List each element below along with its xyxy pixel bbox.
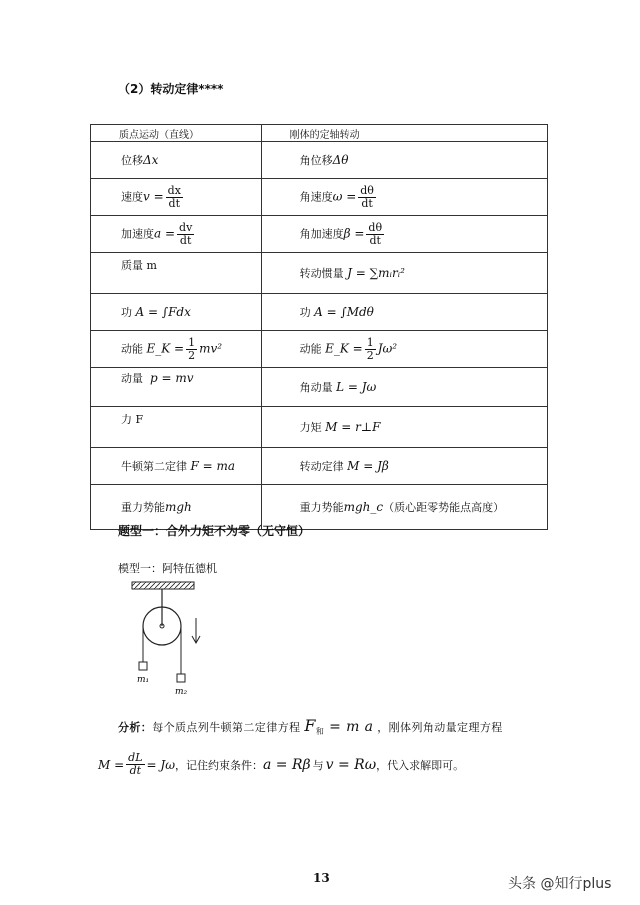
table-row xyxy=(91,294,548,331)
cell-formula: F = ma xyxy=(190,459,236,473)
analysis-text-2-tail: ，代入求解即可。 xyxy=(376,758,465,772)
section-heading: （2）转动定律**** xyxy=(118,82,224,96)
cell-label: 重力势能 xyxy=(121,501,165,514)
cell-label: 力矩 xyxy=(299,421,322,434)
mass-1-block xyxy=(139,662,147,670)
cell-label: 功 xyxy=(121,306,132,319)
mass-2-label: m₂ xyxy=(175,687,188,697)
analysis-eq-ma: = m a xyxy=(324,719,374,735)
table-row xyxy=(91,216,548,253)
table-row xyxy=(91,407,548,448)
cell-formula-tail: Jω² xyxy=(377,341,398,355)
cell-formula-tail: mv² xyxy=(199,341,223,355)
cell-formula: mgh xyxy=(165,500,192,514)
fraction: $\frac{1}{2}$ xyxy=(366,335,374,362)
cell-formula: p = mv xyxy=(150,371,194,385)
cell-label: 牛顿第二定律 xyxy=(121,460,187,473)
cell-formula: M = r⊥F xyxy=(325,420,381,434)
and-word: 与 xyxy=(312,758,324,772)
cell-formula: A = ∫Mdθ xyxy=(314,305,374,319)
cell-label: 转动定律 xyxy=(299,460,344,473)
mass-2-block xyxy=(177,674,185,682)
fraction: $\frac{d\theta}{dt}$ xyxy=(368,220,383,247)
cell-label: 加速度 xyxy=(121,227,154,240)
constraint-1: a = Rβ xyxy=(262,756,311,773)
page-number: 13 xyxy=(313,871,330,885)
cell-label: 速度 xyxy=(121,190,143,203)
watermark: 头条 @知行plus xyxy=(508,876,612,892)
problem-heading: 题型一：合外力矩不为零（无守恒） xyxy=(118,524,311,538)
cell-formula: mgh_c xyxy=(343,500,384,514)
cell-formula: M = Jβ xyxy=(347,459,389,473)
cell-label: 动能 xyxy=(121,342,143,355)
cell-label: 力 F xyxy=(121,413,144,426)
ceiling-support xyxy=(132,582,194,589)
cell-formula: v = xyxy=(143,189,164,203)
table-header-right: 刚体的定轴转动 xyxy=(261,125,547,142)
table-row xyxy=(91,142,548,179)
cell-label: 角位移 xyxy=(299,154,333,167)
fraction: $\frac{dx}{dt}$ xyxy=(167,183,181,210)
cell-formula: L = Jω xyxy=(336,380,377,394)
cell-label: 角动量 xyxy=(299,381,333,394)
cell-formula: E_K = xyxy=(325,341,363,355)
eq-torque-lhs: M = xyxy=(98,757,125,772)
cell-formula: Δx xyxy=(143,153,159,167)
cell-formula: a = xyxy=(154,226,176,240)
cell-label: 重力势能 xyxy=(299,501,344,514)
mass-1-label: m₁ xyxy=(137,675,150,685)
model-label: 模型一：阿特伍德机 xyxy=(118,562,217,575)
cell-formula: E_K = xyxy=(146,341,185,355)
cell-formula: J = ∑mᵢrᵢ² xyxy=(347,266,405,280)
analysis-line-1 xyxy=(118,716,503,737)
fraction: $\frac{dv}{dt}$ xyxy=(179,220,193,247)
cell-label: 位移 xyxy=(121,154,143,167)
table-row xyxy=(91,368,548,407)
cell-label: 角速度 xyxy=(299,190,333,203)
fraction: $\frac{1}{2}$ xyxy=(188,335,196,362)
analysis-eq-f: F xyxy=(304,716,316,735)
fraction: $\frac{d\theta}{dt}$ xyxy=(360,183,374,210)
cell-label: 动能 xyxy=(299,342,322,355)
analysis-label: 分析： xyxy=(118,721,153,734)
atwood-machine-diagram xyxy=(120,578,220,698)
constraint-2: v = Rω xyxy=(325,756,377,773)
cell-formula: Δθ xyxy=(332,153,349,167)
cell-label: 质量 m xyxy=(121,259,157,272)
cell-label: 转动惯量 xyxy=(299,267,344,280)
cell-formula: A = ∫Fdx xyxy=(135,305,191,319)
table-row xyxy=(91,253,548,294)
table-row xyxy=(91,179,548,216)
cell-label: 动量 xyxy=(121,372,143,385)
analysis-text-2: ，记住约束条件： xyxy=(174,758,263,772)
cell-label: 功 xyxy=(299,306,311,319)
table-header-row xyxy=(91,125,548,142)
table-header-left: 质点运动（直线） xyxy=(91,125,262,142)
fraction: $\frac{dL}{dt}$ xyxy=(128,751,143,777)
comparison-table xyxy=(90,124,548,530)
cell-label: 角加速度 xyxy=(299,227,344,240)
analysis-eq-sub: 和 xyxy=(315,727,325,737)
eq-torque-rhs: = Jω xyxy=(146,757,175,772)
analysis-line-2 xyxy=(98,752,464,777)
cell-formula: ω = xyxy=(332,189,357,203)
cell-note: （质心距零势能点高度） xyxy=(383,501,505,514)
table-row xyxy=(91,448,548,485)
cell-formula: β = xyxy=(343,226,365,240)
analysis-text-1: 每个质点列牛顿第二定律方程 xyxy=(152,721,301,734)
analysis-text-1-tail: ，刚体列角动量定理方程 xyxy=(377,721,503,734)
table-row xyxy=(91,331,548,368)
